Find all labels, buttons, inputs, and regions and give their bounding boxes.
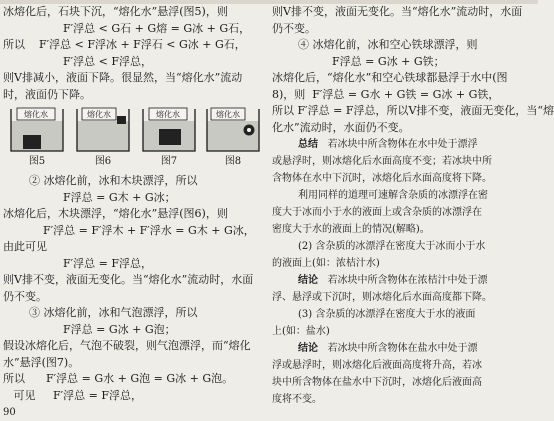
summary-text: 若冰块中所含物体在水中处于漂浮	[327, 139, 478, 150]
paragraph-line: 度将不变。	[272, 394, 322, 405]
paragraph-line: 密度大于水的液面上的情况(解略)。	[272, 224, 430, 235]
paragraph-line: 含物体在水中下沉时，冰熔化后水面高度将下降。	[272, 173, 492, 184]
case-heading: (3) 含杂质的冰漂浮在密度大于水的液面	[298, 309, 476, 320]
formula-line	[3, 388, 265, 405]
paragraph-line: 浮或悬浮时，则冰熔化后液面高度将升高，若冰	[272, 360, 482, 371]
summary-label: 总结	[298, 139, 318, 150]
formula: F′浮总 = F浮总，	[52, 388, 142, 402]
formula: F′浮总 = G水 + G铁 = G冰 + G铁，	[312, 87, 500, 101]
case-heading: (2) 含杂质的冰漂浮在密度大于冰而小于水	[298, 241, 486, 252]
paragraph-line: 浮、悬浮或下沉时，则冰熔化后水面高度都下降。	[272, 292, 492, 303]
beaker-diagram	[73, 105, 133, 155]
conclusion-text: 若冰块中所含物体在盐水中处于漂	[327, 343, 478, 354]
paragraph-line: 块中所含物体在盐水中下沉时，冰熔化后液面高	[272, 377, 482, 388]
figure-inner-label: 熔化水	[216, 110, 240, 119]
conclusion-label: 结论	[298, 275, 318, 286]
left-column	[3, 4, 265, 418]
figure-caption: 图7	[160, 156, 178, 167]
conclusion-paragraph	[272, 272, 536, 289]
conclusion-paragraph	[272, 340, 536, 357]
paragraph-line: 水”悬浮(图7)。	[3, 355, 80, 369]
paragraph-line: 仍不变。	[3, 289, 47, 303]
paragraph-line: 度大于冰而小于水的液面上或含杂质的冰漂浮在	[272, 207, 482, 218]
figure-6	[73, 105, 133, 171]
paragraph-line: 上(如：盐水)	[272, 326, 330, 337]
figure-caption: 图6	[94, 156, 112, 167]
formula: F浮总 = G冰 + G铁；	[332, 54, 445, 68]
formula: F′浮总 < F浮总，	[63, 54, 152, 68]
summary-paragraph	[272, 136, 536, 153]
formula: F′浮总 < G石 + G熔 = G冰 + G石，	[63, 21, 251, 35]
paragraph-stone-case: 冰熔化后，石块下沉，“熔化水”悬浮(图5)，则	[3, 5, 228, 18]
paragraph-line: 时，液面仍下降。	[3, 87, 91, 101]
text-prefix: 所以	[3, 38, 25, 51]
paragraph-line: 化水”流动时，水面仍不变。	[272, 120, 410, 134]
paragraph-line: 所以 F′浮总 = F浮总，所以V排不变，液面无变化，当“熔	[272, 104, 554, 117]
paragraph-line: 则V排减小，液面下降。很显然，当“熔化水”流动	[3, 71, 243, 84]
paragraph-line: 则V排不变，液面无变化。当“熔化水”流动时，水面	[3, 273, 254, 286]
formula-line	[3, 371, 265, 388]
paragraph-line: 仍不变。	[272, 21, 316, 35]
formula-line	[3, 37, 265, 54]
figure-inner-label: 熔化水	[87, 110, 111, 119]
figure-7	[139, 105, 199, 171]
beaker-diagram	[203, 105, 263, 155]
figure-caption: 图8	[224, 156, 242, 167]
paragraph-iron-ball-case: ④ 冰熔化前，冰和空心铁球漂浮，则	[298, 38, 478, 51]
paragraph-bubble-case: ③ 冰熔化前，冰和气泡漂浮，所以	[29, 306, 198, 319]
text-prefix: 可见	[13, 388, 36, 402]
formula: F浮总 = G木 + G冰；	[63, 190, 176, 204]
figure-8	[203, 105, 263, 171]
conclusion-label: 结论	[298, 343, 318, 354]
conclusion-text: 若冰块中所含物体在浓桔汁中处于漂	[327, 275, 488, 286]
page-number: 90	[3, 407, 16, 418]
beaker-diagram	[7, 105, 67, 155]
paragraph-line: 由此可见	[3, 240, 47, 253]
figure-caption: 图5	[28, 156, 46, 167]
paragraph-line: 则V排不变，液面无变化。当“熔化水”流动时，水面	[272, 5, 523, 18]
beaker-diagram	[139, 105, 199, 155]
formula: F′浮总 = F′浮木 + F′浮水 = G木 + G冰，	[43, 223, 255, 237]
formula: F浮总 = G冰 + G泡；	[63, 322, 176, 336]
paragraph-line: 或悬浮时，则冰熔化后水面高度不变；若冰块中所	[272, 156, 492, 167]
figure-inner-label: 熔化水	[156, 110, 180, 119]
paragraph-line: 冰熔化后，木块漂浮，“熔化水”悬浮(图6)，则	[3, 207, 228, 220]
text-prefix: 所以	[3, 372, 25, 385]
formula: F′浮总 = G水 + G泡 = G冰 + G泡。	[45, 372, 234, 385]
right-column	[272, 4, 554, 405]
formula: F′浮总 < F浮冰 + F浮石 < G冰 + G石，	[39, 38, 246, 51]
paragraph-wood-case: ② 冰熔化前，冰和木块漂浮，所以	[29, 174, 198, 187]
paragraph-line: 利用同样的道理可速解含杂质的冰漂浮在密	[298, 190, 488, 201]
formula: F′浮总 = F浮总，	[63, 256, 152, 270]
figure-inner-label: 熔化水	[24, 110, 48, 119]
formula-line	[272, 87, 536, 104]
text-prefix: 8)，则	[272, 87, 306, 101]
paragraph-line: 冰熔化后，“熔化水”和空心铁球都悬浮于水中(图	[272, 71, 508, 84]
figure-row	[3, 105, 265, 171]
paragraph-line: 假设冰熔化后，气泡不破裂，则气泡漂浮，而“熔化	[3, 339, 251, 352]
figure-5	[7, 105, 67, 171]
paragraph-line: 的液面上(如：浓桔汁水)	[272, 258, 380, 269]
